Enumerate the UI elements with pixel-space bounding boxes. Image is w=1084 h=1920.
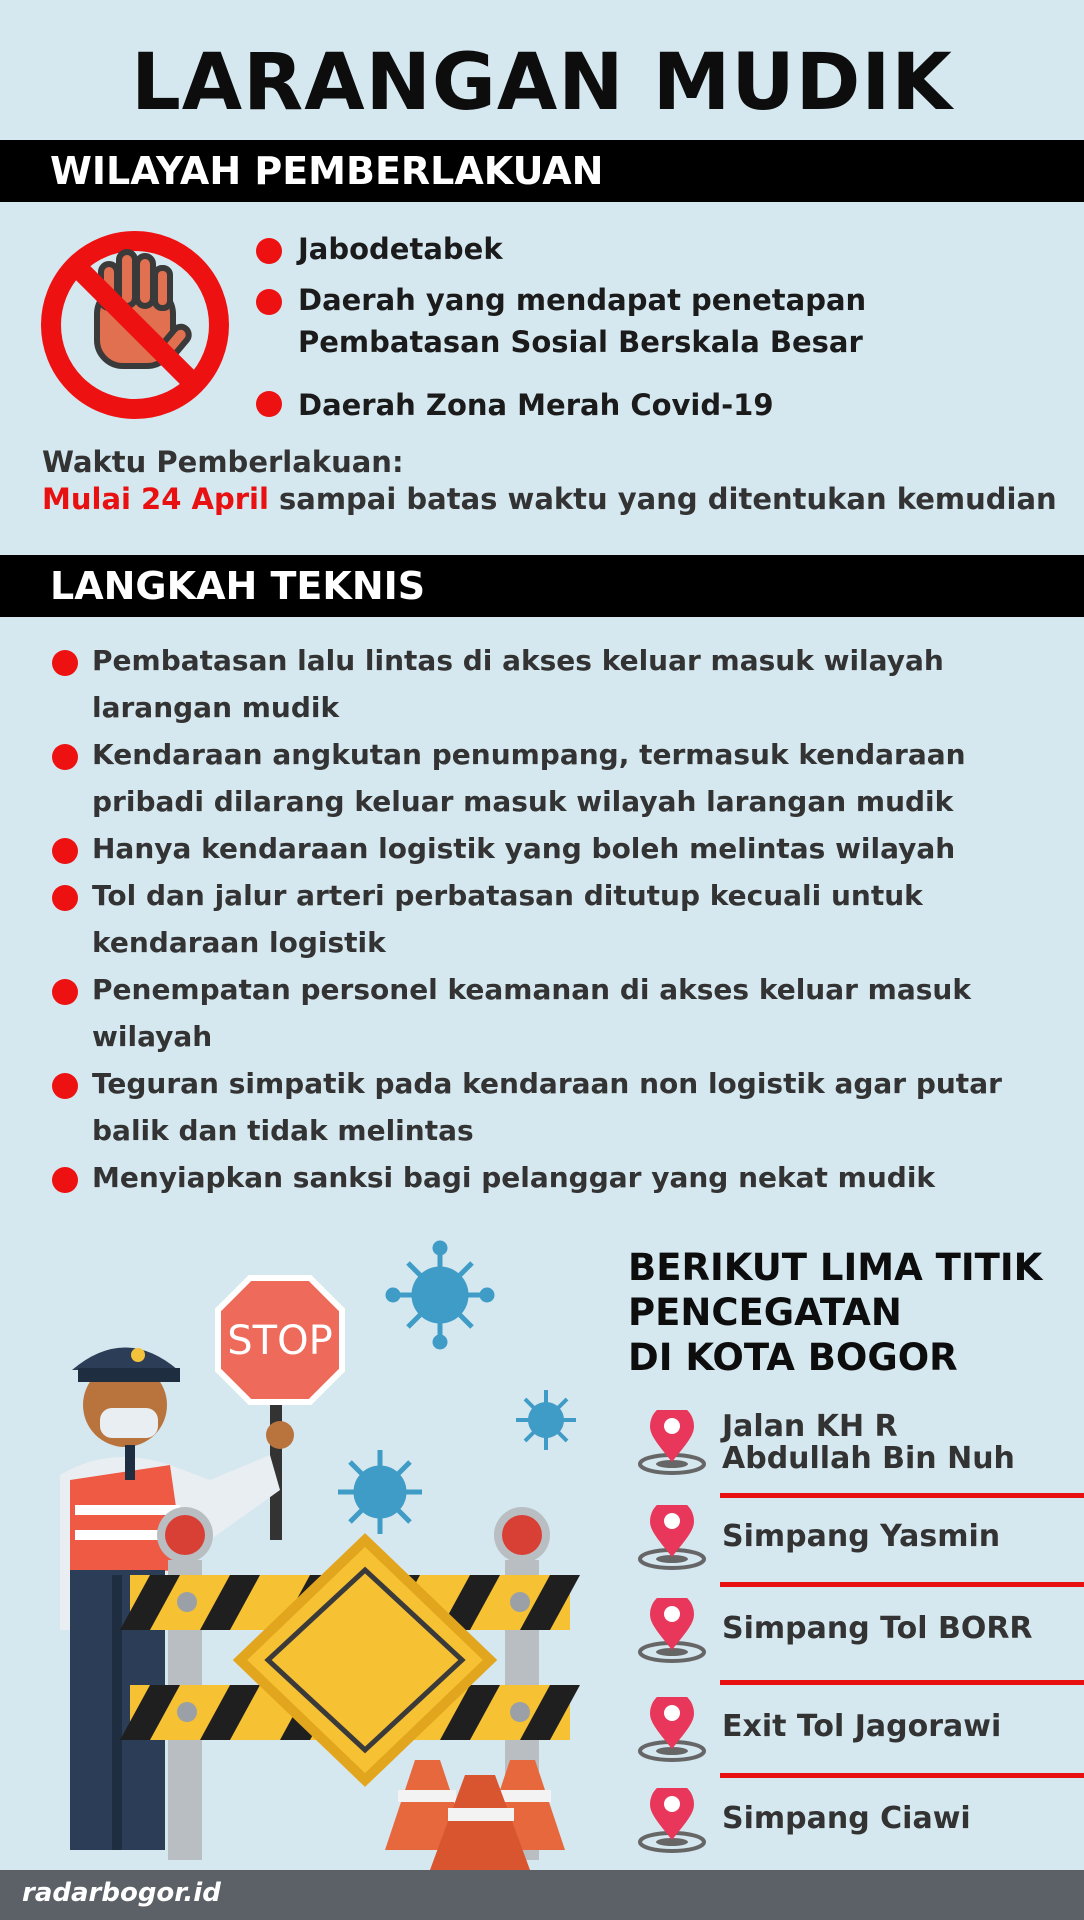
titik-heading-line3: DI KOTA BOGOR	[628, 1336, 958, 1379]
langkah-item-4b: kendaraan logistik	[92, 926, 386, 959]
langkah-item-6b: balik dan tidak melintas	[92, 1114, 474, 1147]
map-pin-icon	[636, 1410, 708, 1476]
divider-line	[720, 1582, 1084, 1587]
map-pin-icon	[636, 1788, 708, 1854]
bullet-dot	[52, 744, 78, 770]
page-title: LARANGAN MUDIK	[131, 38, 953, 128]
location-5: Simpang Ciawi	[722, 1801, 971, 1836]
footer-site: radarbogor.id	[22, 1878, 221, 1908]
map-pin-icon	[636, 1697, 708, 1763]
titik-heading-line2: PENCEGATAN	[628, 1291, 902, 1334]
officer-barrier-illustration	[0, 1230, 620, 1870]
waktu-line	[42, 482, 1057, 516]
wilayah-item-psbb-line1: Daerah yang mendapat penetapan	[298, 283, 867, 317]
langkah-item-2b: pribadi dilarang keluar masuk wilayah larangan mudik	[92, 785, 954, 818]
stop-sign-text: STOP	[227, 1318, 333, 1364]
bullet-dot	[52, 885, 78, 911]
waktu-highlight: Mulai 24 April	[42, 482, 269, 516]
bullet-dot	[256, 391, 282, 417]
divider-line	[720, 1493, 1084, 1498]
bullet-dot	[52, 838, 78, 864]
no-hand-icon	[36, 226, 234, 424]
location-2: Simpang Yasmin	[722, 1519, 1001, 1554]
bullet-dot	[52, 1073, 78, 1099]
langkah-item-1a: Pembatasan lalu lintas di akses keluar masuk wilayah	[92, 644, 944, 677]
titik-heading	[628, 1245, 1042, 1380]
location-3: Simpang Tol BORR	[722, 1611, 1033, 1646]
section-header-wilayah: WILAYAH PEMBERLAKUAN	[0, 140, 1084, 202]
titik-heading-line1: BERIKUT LIMA TITIK	[628, 1246, 1043, 1289]
bullet-dot	[52, 979, 78, 1005]
wilayah-item-psbb-line2: Pembatasan Sosial Berskala Besar	[298, 325, 863, 359]
location-1-line2: Abdullah Bin Nuh	[722, 1441, 1015, 1476]
bullet-dot	[52, 650, 78, 676]
langkah-item-5a: Penempatan personel keamanan di akses keluar masuk	[92, 973, 971, 1006]
map-pin-icon	[636, 1505, 708, 1571]
bullet-dot	[52, 1167, 78, 1193]
section-header-langkah: LANGKAH TEKNIS	[0, 555, 1084, 617]
wilayah-item-zona-merah: Daerah Zona Merah Covid-19	[298, 388, 774, 422]
divider-line	[720, 1773, 1084, 1778]
langkah-item-5b: wilayah	[92, 1020, 213, 1053]
location-4: Exit Tol Jagorawi	[722, 1709, 1002, 1744]
map-pin-icon	[636, 1598, 708, 1664]
wilayah-item-jabodetabek: Jabodetabek	[298, 232, 503, 266]
waktu-label: Waktu Pemberlakuan:	[42, 445, 404, 479]
virus-icon	[516, 1390, 576, 1450]
langkah-item-1b: larangan mudik	[92, 691, 340, 724]
location-1-line1: Jalan KH R	[722, 1409, 898, 1444]
langkah-item-3: Hanya kendaraan logistik yang boleh melintas wilayah	[92, 832, 956, 865]
langkah-item-6a: Teguran simpatik pada kendaraan non logistik agar putar	[92, 1067, 1002, 1100]
waktu-rest: sampai batas waktu yang ditentukan kemudian	[279, 482, 1057, 516]
bullet-dot	[256, 238, 282, 264]
virus-icon	[338, 1450, 422, 1534]
bullet-dot	[256, 289, 282, 315]
virus-icon	[388, 1243, 492, 1347]
langkah-item-2a: Kendaraan angkutan penumpang, termasuk kendaraan	[92, 738, 966, 771]
divider-line	[720, 1680, 1084, 1685]
langkah-item-4a: Tol dan jalur arteri perbatasan ditutup kecuali untuk	[92, 879, 923, 912]
langkah-item-7: Menyiapkan sanksi bagi pelanggar yang nekat mudik	[92, 1161, 936, 1194]
